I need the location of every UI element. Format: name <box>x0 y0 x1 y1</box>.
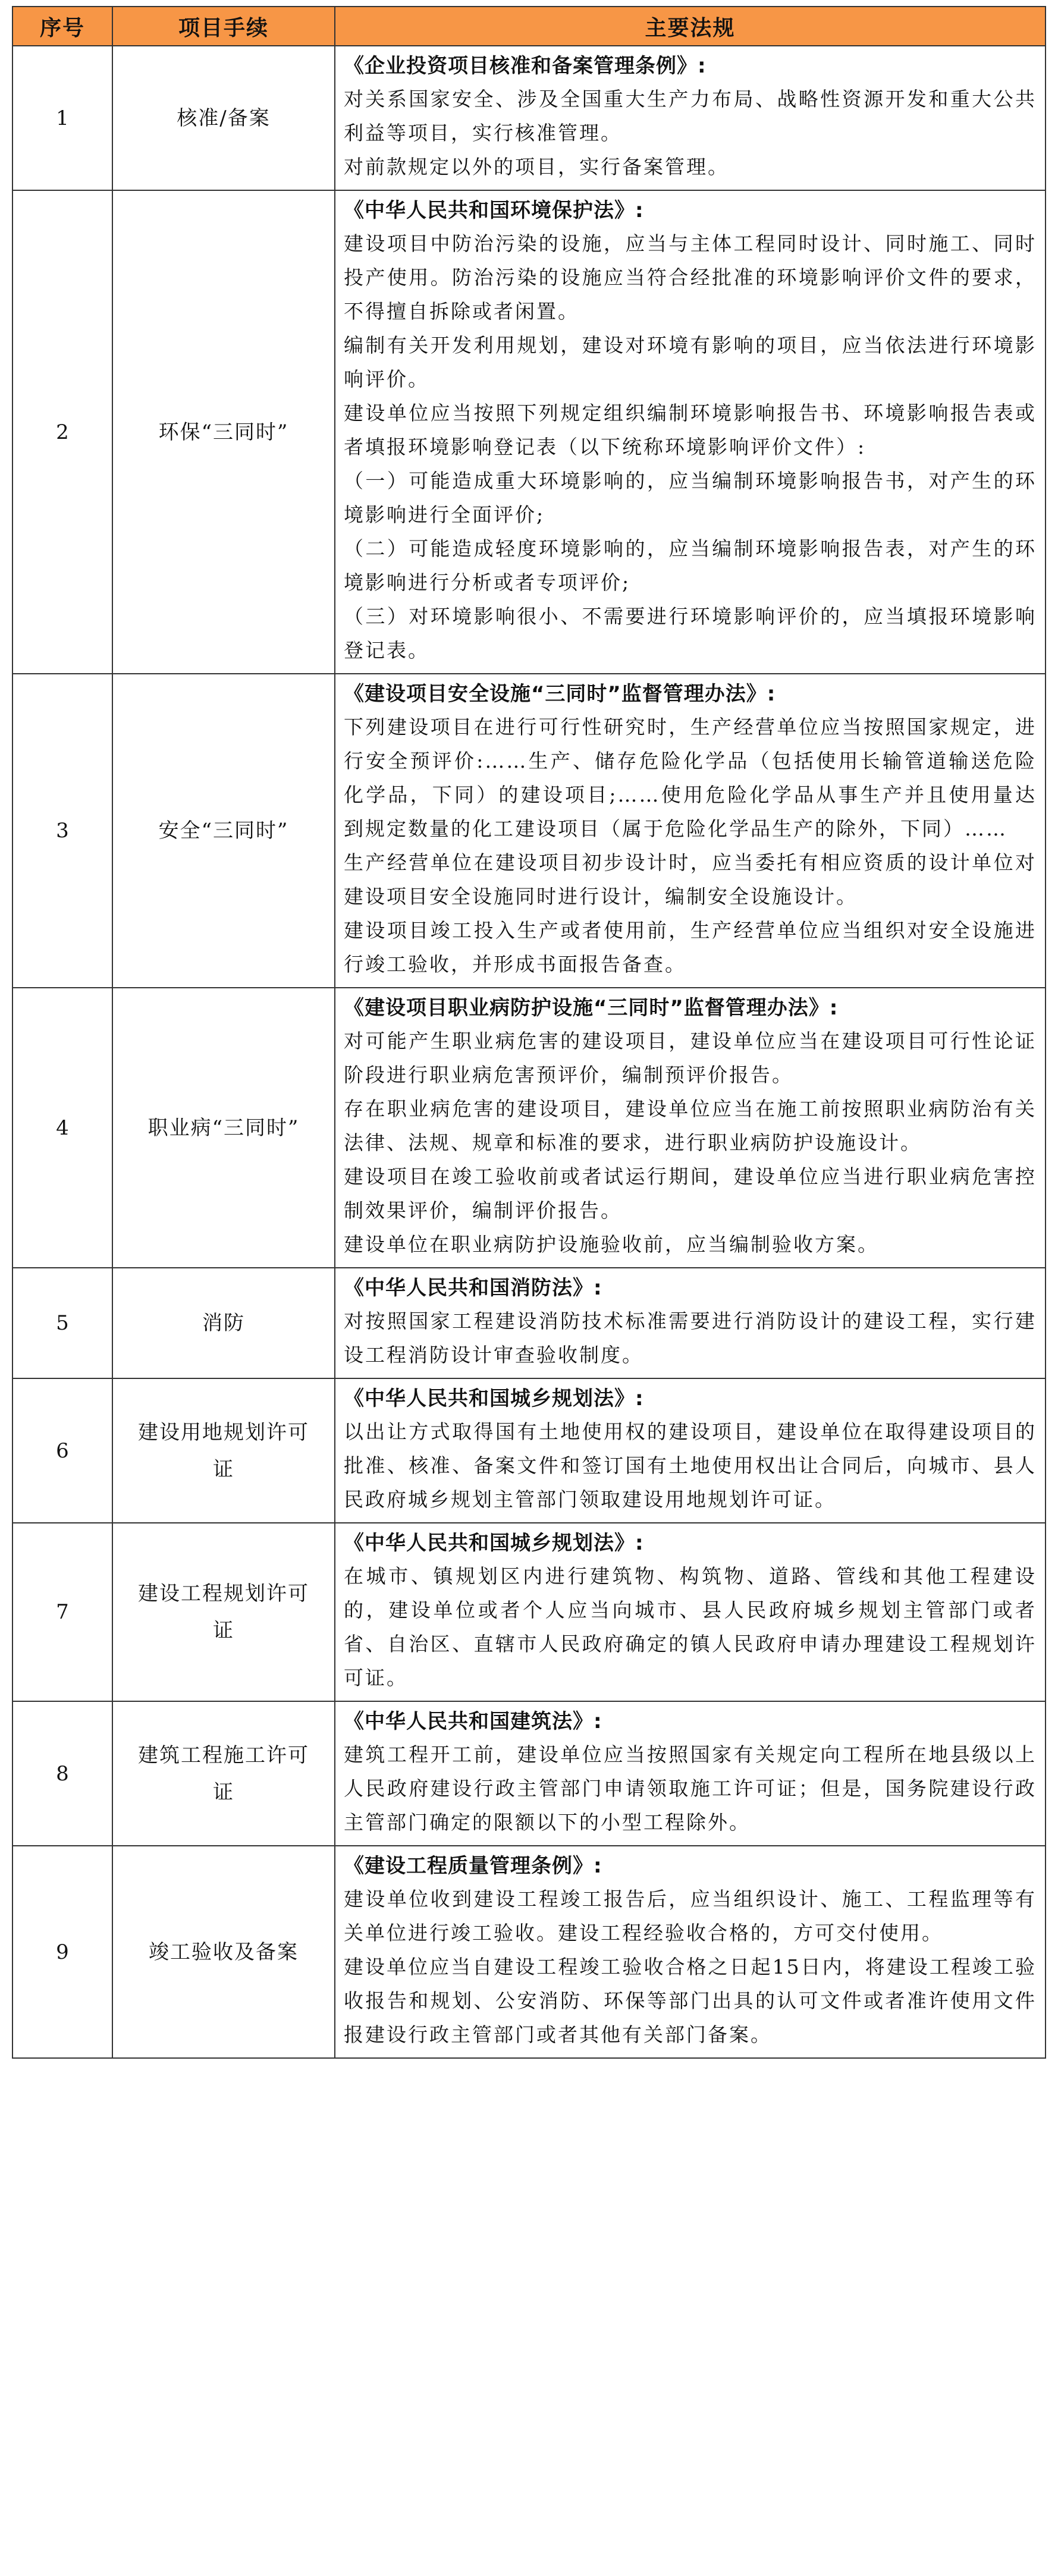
law-title: 《建设项目职业病防护设施“三同时”监督管理办法》: <box>344 996 839 1020</box>
table-row <box>12 190 1046 674</box>
table-row <box>12 1378 1046 1523</box>
law-paragraph: 建设项目中防治污染的设施，应当与主体工程同时设计、同时施工、同时投产使用。防治污染的设施应当符合经批准的环境影响评价文件的要求，不得擅自拆除或者闲置。 <box>344 232 1037 323</box>
law-paragraph: 建设项目竣工投入生产或者使用前，生产经营单位应当组织对安全设施进行竣工验收，并形成书面报告备查。 <box>344 919 1037 976</box>
law-paragraph: （三）对环境影响很小、不需要进行环境影响评价的，应当填报环境影响登记表。 <box>344 605 1037 662</box>
law-cell <box>335 988 1046 1268</box>
law-title: 《建设工程质量管理条例》: <box>344 1854 602 1878</box>
row-number: 8 <box>12 1701 112 1846</box>
law-cell <box>335 1523 1046 1701</box>
law-paragraph: 存在职业病危害的建设项目，建设单位应当在施工前按照职业病防治有关法律、法规、规章和标准的要求，进行职业病防护设施设计。 <box>344 1097 1037 1154</box>
row-number: 3 <box>12 674 112 988</box>
law-cell <box>335 1378 1046 1523</box>
law-paragraph: 对按照国家工程建设消防技术标准需要进行消防设计的建设工程，实行建设工程消防设计审查验收制度。 <box>344 1309 1037 1366</box>
law-cell <box>335 46 1046 190</box>
table-row <box>12 46 1046 190</box>
procedure-name: 安全“三同时” <box>112 674 335 988</box>
row-number: 4 <box>12 988 112 1268</box>
law-paragraph: 以出让方式取得国有土地使用权的建设项目，建设单位在取得建设项目的批准、核准、备案文件和签订国有土地使用权出让合同后，向城市、县人民政府城乡规划主管部门领取建设用地规划许可证。 <box>344 1420 1037 1511</box>
law-paragraph: 建设单位收到建设工程竣工报告后，应当组织设计、施工、工程监理等有关单位进行竣工验收。建设工程经验收合格的，方可交付使用。 <box>344 1887 1037 1944</box>
law-paragraph: 建设项目在竣工验收前或者试运行期间，建设单位应当进行职业病危害控制效果评价，编制评价报告。 <box>344 1165 1037 1222</box>
law-paragraph: 编制有关开发利用规划，建设对环境有影响的项目，应当依法进行环境影响评价。 <box>344 334 1037 391</box>
law-paragraph: （一）可能造成重大环境影响的，应当编制环境影响报告书，对产生的环境影响进行全面评价; <box>344 469 1037 526</box>
row-number: 5 <box>12 1268 112 1378</box>
row-number: 9 <box>12 1846 112 2058</box>
header-row <box>12 7 1046 46</box>
law-paragraph: （二）可能造成轻度环境影响的，应当编制环境影响报告表，对产生的环境影响进行分析或者专项评价; <box>344 537 1037 594</box>
law-cell <box>335 1268 1046 1378</box>
header-no: 序号 <box>12 7 112 46</box>
table-row <box>12 1701 1046 1846</box>
table-row <box>12 1268 1046 1378</box>
law-paragraph: 建设单位应当自建设工程竣工验收合格之日起15日内，将建设工程竣工验收报告和规划、公安消防、环保等部门出具的认可文件或者准许使用文件报建设行政主管部门或者其他有关部门备案。 <box>344 1955 1037 2046</box>
law-paragraph: 生产经营单位在建设项目初步设计时，应当委托有相应资质的设计单位对建设项目安全设施同时进行设计，编制安全设施设计。 <box>344 851 1037 908</box>
law-cell <box>335 190 1046 674</box>
law-paragraph: 下列建设项目在进行可行性研究时，生产经营单位应当按照国家规定，进行安全预评价:……生产、储存危险化学品（包括使用长输管道输送危险化学品，下同）的建设项目;……使用危险化学品从事生产并且使用量达到规定数量的化工建设项目（属于危险化学品生产的除外，下同）…… <box>344 715 1037 840</box>
law-paragraph: 在城市、镇规划区内进行建筑物、构筑物、道路、管线和其他工程建设的，建设单位或者个人应当向城市、县人民政府城乡规划主管部门或者省、自治区、直辖市人民政府确定的镇人民政府申请办理建设工程规划许可证。 <box>344 1565 1037 1689</box>
law-paragraph: 建设单位在职业病防护设施验收前，应当编制验收方案。 <box>344 1233 879 1256</box>
regulations-table <box>12 6 1046 2059</box>
law-paragraph: 建设单位应当按照下列规定组织编制环境影响报告书、环境影响报告表或者填报环境影响登记表（以下统称环境影响评价文件）: <box>344 401 1037 458</box>
table-row <box>12 1523 1046 1701</box>
law-title: 《中华人民共和国建筑法》: <box>344 1710 602 1733</box>
row-number: 6 <box>12 1378 112 1523</box>
law-cell <box>335 1846 1046 2058</box>
law-title: 《企业投资项目核准和备案管理条例》: <box>344 54 707 78</box>
procedure-name: 竣工验收及备案 <box>112 1846 335 2058</box>
procedure-name: 建设工程规划许可证 <box>112 1523 335 1701</box>
table-row <box>12 988 1046 1268</box>
header-procedure: 项目手续 <box>112 7 335 46</box>
procedure-name: 核准/备案 <box>112 46 335 190</box>
table-row <box>12 1846 1046 2058</box>
law-paragraph: 对前款规定以外的项目，实行备案管理。 <box>344 155 729 178</box>
procedure-name: 环保“三同时” <box>112 190 335 674</box>
procedure-name: 职业病“三同时” <box>112 988 335 1268</box>
row-number: 2 <box>12 190 112 674</box>
procedure-name: 建筑工程施工许可证 <box>112 1701 335 1846</box>
procedure-name: 建设用地规划许可证 <box>112 1378 335 1523</box>
law-title: 《中华人民共和国城乡规划法》: <box>344 1531 644 1555</box>
row-number: 7 <box>12 1523 112 1701</box>
law-paragraph: 建筑工程开工前，建设单位应当按照国家有关规定向工程所在地县级以上人民政府建设行政主管部门申请领取施工许可证；但是，国务院建设行政主管部门确定的限额以下的小型工程除外。 <box>344 1743 1037 1834</box>
law-title: 《中华人民共和国消防法》: <box>344 1276 602 1300</box>
header-law: 主要法规 <box>335 7 1046 46</box>
row-number: 1 <box>12 46 112 190</box>
law-cell <box>335 1701 1046 1846</box>
law-title: 《中华人民共和国城乡规划法》: <box>344 1387 644 1410</box>
law-paragraph: 对可能产生职业病危害的建设项目，建设单位应当在建设项目可行性论证阶段进行职业病危害预评价，编制预评价报告。 <box>344 1029 1037 1086</box>
law-paragraph: 对关系国家安全、涉及全国重大生产力布局、战略性资源开发和重大公共利益等项目，实行核准管理。 <box>344 87 1037 144</box>
table-row <box>12 674 1046 988</box>
procedure-name: 消防 <box>112 1268 335 1378</box>
law-cell <box>335 674 1046 988</box>
regulations-table-wrapper <box>12 6 1045 2059</box>
law-title: 《中华人民共和国环境保护法》: <box>344 199 644 222</box>
law-title: 《建设项目安全设施“三同时”监督管理办法》: <box>344 682 776 706</box>
